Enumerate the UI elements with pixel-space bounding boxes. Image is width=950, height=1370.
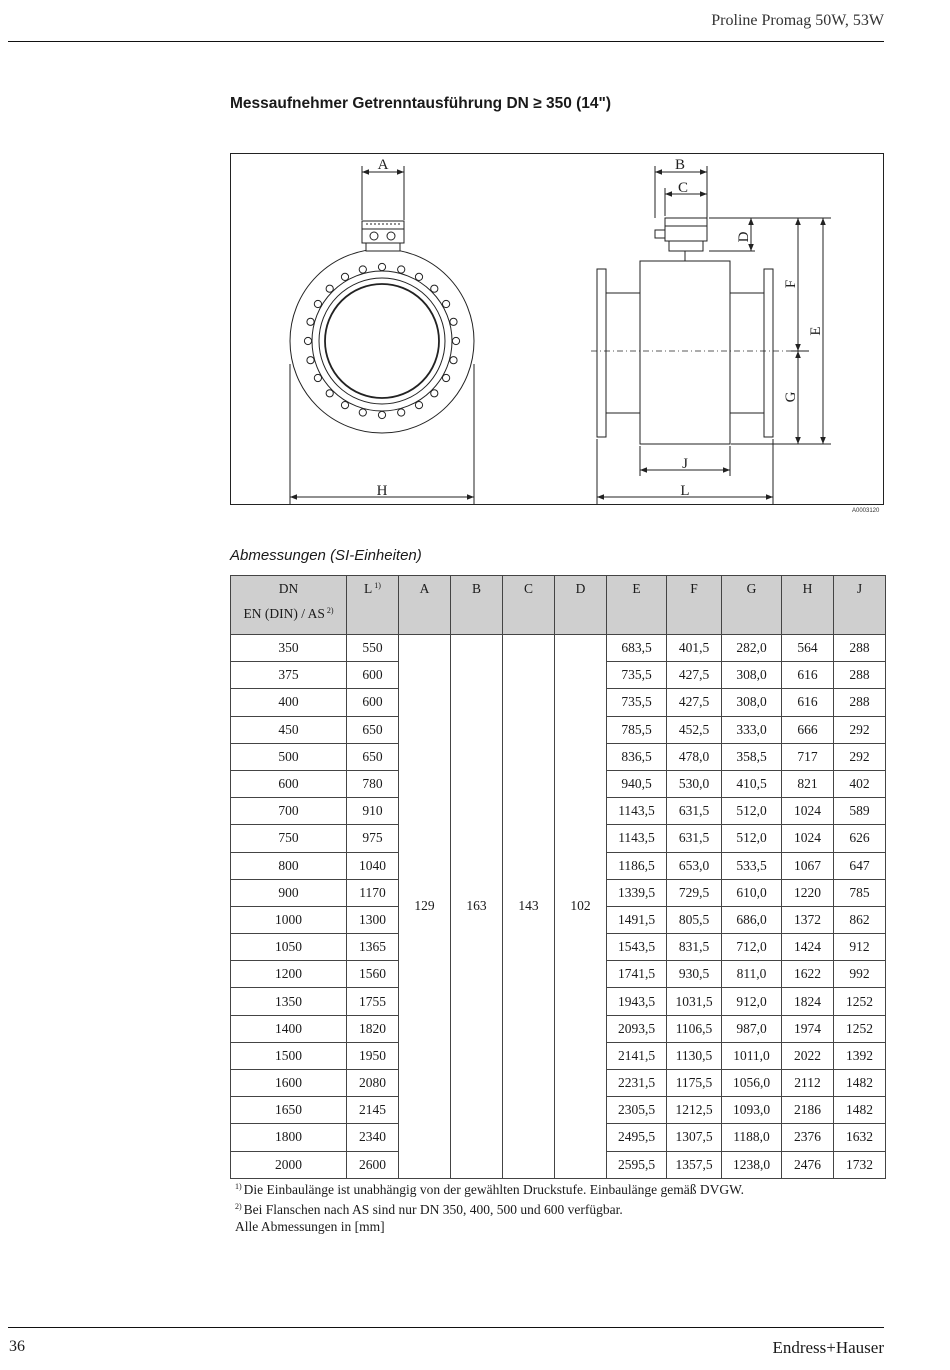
cell-l: 600 (347, 689, 399, 716)
cell-l: 550 (347, 635, 399, 662)
cell-dn: 1650 (231, 1097, 347, 1124)
cell-j: 292 (834, 716, 886, 743)
table-notes (235, 1178, 744, 1235)
header-rule (8, 41, 884, 42)
note-1-text: Die Einbaulänge ist unabhängig von der gewählten Druckstufe. Einbaulänge gemäß DVGW. (243, 1182, 745, 1197)
cell-l: 1755 (347, 988, 399, 1015)
cell-j: 288 (834, 635, 886, 662)
cell-g: 610,0 (722, 879, 782, 906)
cell-g: 686,0 (722, 906, 782, 933)
header-b: B (451, 576, 503, 635)
cell-j: 1252 (834, 988, 886, 1015)
cell-l: 975 (347, 825, 399, 852)
label-h: H (376, 483, 388, 499)
cell-e: 735,5 (607, 662, 667, 689)
cell-b: 163 (451, 635, 503, 1179)
cell-g: 712,0 (722, 934, 782, 961)
cell-f: 452,5 (667, 716, 722, 743)
cell-dn: 1400 (231, 1015, 347, 1042)
cell-e: 2305,5 (607, 1097, 667, 1124)
cell-l: 650 (347, 716, 399, 743)
cell-j: 862 (834, 906, 886, 933)
cell-j: 1732 (834, 1151, 886, 1178)
cell-e: 1741,5 (607, 961, 667, 988)
cell-h: 616 (782, 662, 834, 689)
cell-h: 821 (782, 770, 834, 797)
header-dn-sub: EN (DIN) / AS (243, 606, 325, 621)
cell-l: 1950 (347, 1042, 399, 1069)
cell-e: 1543,5 (607, 934, 667, 961)
cell-l: 1170 (347, 879, 399, 906)
cell-c: 143 (503, 635, 555, 1179)
cell-f: 427,5 (667, 689, 722, 716)
cell-g: 512,0 (722, 798, 782, 825)
cell-g: 282,0 (722, 635, 782, 662)
cell-h: 2186 (782, 1097, 834, 1124)
label-c: C (677, 180, 689, 196)
cell-j: 402 (834, 770, 886, 797)
cell-j: 912 (834, 934, 886, 961)
label-l: L (680, 483, 690, 499)
cell-f: 478,0 (667, 743, 722, 770)
cell-dn: 350 (231, 635, 347, 662)
cell-h: 1372 (782, 906, 834, 933)
cell-f: 653,0 (667, 852, 722, 879)
header-dn-note: 2) (326, 606, 334, 615)
cell-g: 308,0 (722, 662, 782, 689)
cell-h: 1824 (782, 988, 834, 1015)
section-title: Messaufnehmer Getrenntausführung DN ≥ 350 (14") (230, 95, 612, 112)
note-1 (235, 1178, 744, 1198)
cell-h: 2476 (782, 1151, 834, 1178)
cell-a: 129 (399, 635, 451, 1179)
cell-f: 729,5 (667, 879, 722, 906)
cell-l: 600 (347, 662, 399, 689)
cell-l: 1365 (347, 934, 399, 961)
cell-dn: 400 (231, 689, 347, 716)
cell-h: 2022 (782, 1042, 834, 1069)
cell-g: 987,0 (722, 1015, 782, 1042)
cell-l: 2145 (347, 1097, 399, 1124)
cell-d: 102 (555, 635, 607, 1179)
note-2-mark: 2) (235, 1202, 242, 1211)
cell-h: 1974 (782, 1015, 834, 1042)
cell-j: 288 (834, 689, 886, 716)
cell-h: 717 (782, 743, 834, 770)
header-j: J (834, 576, 886, 635)
table-row (231, 635, 886, 662)
cell-e: 1186,5 (607, 852, 667, 879)
cell-f: 631,5 (667, 825, 722, 852)
cell-dn: 750 (231, 825, 347, 852)
label-g: G (783, 391, 799, 403)
cell-f: 1357,5 (667, 1151, 722, 1178)
header-h: H (782, 576, 834, 635)
page-number: 36 (9, 1338, 25, 1355)
cell-dn: 1350 (231, 988, 347, 1015)
cell-j: 292 (834, 743, 886, 770)
note-2 (235, 1198, 744, 1218)
cell-e: 2595,5 (607, 1151, 667, 1178)
side-view (591, 166, 831, 504)
cell-h: 1622 (782, 961, 834, 988)
cell-dn: 1600 (231, 1070, 347, 1097)
cell-l: 650 (347, 743, 399, 770)
label-e: E (808, 326, 824, 336)
cell-h: 616 (782, 689, 834, 716)
cell-j: 589 (834, 798, 886, 825)
header-e: E (607, 576, 667, 635)
cell-e: 1943,5 (607, 988, 667, 1015)
brand-name: Endress+Hauser (772, 1338, 884, 1357)
dimensions-table (230, 575, 886, 1179)
cell-g: 1093,0 (722, 1097, 782, 1124)
cell-f: 1031,5 (667, 988, 722, 1015)
cell-h: 666 (782, 716, 834, 743)
cell-dn: 600 (231, 770, 347, 797)
cell-e: 1143,5 (607, 798, 667, 825)
cell-j: 647 (834, 852, 886, 879)
dimension-drawing (230, 153, 884, 505)
front-view (290, 166, 474, 504)
label-j: J (682, 456, 688, 472)
cell-j: 288 (834, 662, 886, 689)
header-l-note: 1) (374, 581, 381, 590)
cell-l: 2340 (347, 1124, 399, 1151)
cell-dn: 1000 (231, 906, 347, 933)
cell-dn: 450 (231, 716, 347, 743)
cell-g: 533,5 (722, 852, 782, 879)
cell-l: 780 (347, 770, 399, 797)
label-b: B (674, 157, 686, 173)
cell-g: 512,0 (722, 825, 782, 852)
cell-j: 1482 (834, 1097, 886, 1124)
cell-l: 1040 (347, 852, 399, 879)
cell-e: 1143,5 (607, 825, 667, 852)
cell-g: 410,5 (722, 770, 782, 797)
cell-g: 1188,0 (722, 1124, 782, 1151)
note-2-text: Bei Flanschen nach AS sind nur DN 350, 400, 500 und 600 verfügbar. (243, 1202, 623, 1217)
header-f: F (667, 576, 722, 635)
cell-dn: 800 (231, 852, 347, 879)
cell-e: 2495,5 (607, 1124, 667, 1151)
cell-f: 831,5 (667, 934, 722, 961)
cell-h: 1024 (782, 825, 834, 852)
cell-h: 564 (782, 635, 834, 662)
cell-h: 1220 (782, 879, 834, 906)
cell-f: 1212,5 (667, 1097, 722, 1124)
cell-f: 805,5 (667, 906, 722, 933)
cell-l: 1560 (347, 961, 399, 988)
cell-f: 401,5 (667, 635, 722, 662)
cell-l: 1820 (347, 1015, 399, 1042)
cell-e: 940,5 (607, 770, 667, 797)
cell-f: 631,5 (667, 798, 722, 825)
cell-g: 1056,0 (722, 1070, 782, 1097)
cell-g: 1238,0 (722, 1151, 782, 1178)
cell-dn: 2000 (231, 1151, 347, 1178)
cell-j: 785 (834, 879, 886, 906)
cell-j: 626 (834, 825, 886, 852)
cell-e: 785,5 (607, 716, 667, 743)
cell-f: 1307,5 (667, 1124, 722, 1151)
cell-j: 1252 (834, 1015, 886, 1042)
cell-h: 2112 (782, 1070, 834, 1097)
cell-dn: 900 (231, 879, 347, 906)
cell-e: 683,5 (607, 635, 667, 662)
cell-j: 1482 (834, 1070, 886, 1097)
header-l (347, 576, 399, 635)
cell-e: 836,5 (607, 743, 667, 770)
cell-g: 333,0 (722, 716, 782, 743)
header-c: C (503, 576, 555, 635)
label-f: F (783, 279, 799, 289)
cell-f: 930,5 (667, 961, 722, 988)
label-a: A (377, 157, 389, 173)
cell-g: 912,0 (722, 988, 782, 1015)
cell-g: 358,5 (722, 743, 782, 770)
cell-e: 2141,5 (607, 1042, 667, 1069)
cell-e: 2093,5 (607, 1015, 667, 1042)
cell-j: 1632 (834, 1124, 886, 1151)
cell-h: 1024 (782, 798, 834, 825)
header-a: A (399, 576, 451, 635)
table-caption: Abmessungen (SI-Einheiten) (230, 547, 422, 564)
note-3: Alle Abmessungen in [mm] (235, 1219, 385, 1234)
cell-h: 1067 (782, 852, 834, 879)
cell-l: 2080 (347, 1070, 399, 1097)
cell-dn: 1050 (231, 934, 347, 961)
header-l-label: L (364, 581, 373, 596)
cell-dn: 1200 (231, 961, 347, 988)
header-dn-label: DN (278, 581, 299, 596)
cell-f: 427,5 (667, 662, 722, 689)
cell-dn: 700 (231, 798, 347, 825)
cell-h: 2376 (782, 1124, 834, 1151)
cell-e: 1491,5 (607, 906, 667, 933)
table-header-row (231, 576, 886, 635)
cell-dn: 500 (231, 743, 347, 770)
figure-id: A0003120 (852, 508, 880, 514)
cell-j: 1392 (834, 1042, 886, 1069)
cell-e: 735,5 (607, 689, 667, 716)
cell-e: 1339,5 (607, 879, 667, 906)
header-g: G (722, 576, 782, 635)
document-header-title: Proline Promag 50W, 53W (711, 12, 884, 29)
header-d: D (555, 576, 607, 635)
cell-g: 308,0 (722, 689, 782, 716)
note-1-mark: 1) (235, 1182, 242, 1191)
cell-l: 910 (347, 798, 399, 825)
cell-f: 1106,5 (667, 1015, 722, 1042)
cell-dn: 1500 (231, 1042, 347, 1069)
cell-dn: 375 (231, 662, 347, 689)
cell-h: 1424 (782, 934, 834, 961)
cell-dn: 1800 (231, 1124, 347, 1151)
cell-e: 2231,5 (607, 1070, 667, 1097)
footer-rule (8, 1327, 884, 1328)
header-dn (231, 576, 347, 635)
cell-j: 992 (834, 961, 886, 988)
label-d: D (736, 231, 752, 243)
cell-f: 530,0 (667, 770, 722, 797)
cell-f: 1130,5 (667, 1042, 722, 1069)
cell-f: 1175,5 (667, 1070, 722, 1097)
cell-l: 2600 (347, 1151, 399, 1178)
cell-g: 811,0 (722, 961, 782, 988)
cell-g: 1011,0 (722, 1042, 782, 1069)
cell-l: 1300 (347, 906, 399, 933)
